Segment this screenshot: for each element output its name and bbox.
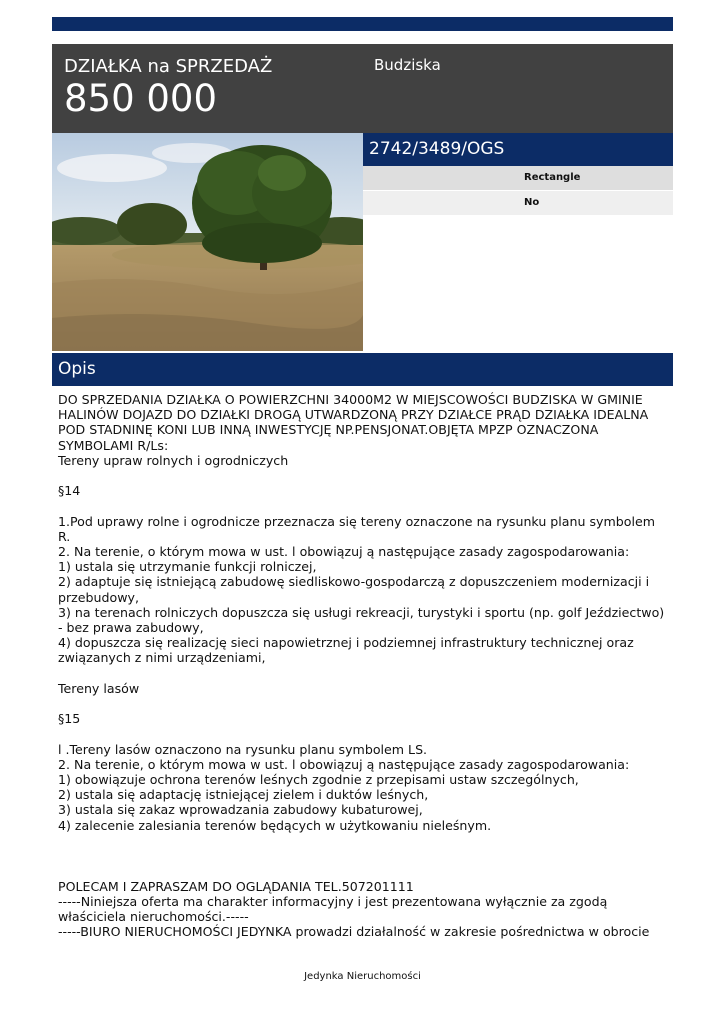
listing-header xyxy=(52,44,673,133)
footer-agency-name: Jedynka Nieruchomości xyxy=(304,971,421,982)
listing-location: Budziska xyxy=(374,56,441,74)
listing-type-label: DZIAŁKA na SPRZEDAŻ xyxy=(64,56,273,77)
detail-row-value: Rectangle xyxy=(524,172,581,183)
detail-row-value: No xyxy=(524,197,540,208)
top-accent-bar xyxy=(52,17,673,31)
description-section-title: Opis xyxy=(52,353,673,386)
description-text: DO SPRZEDANIA DZIAŁKA O POWIERZCHNI 34000M2 W MIEJSCOWOŚCI BUDZISKA W GMINIE HALINÓW DOJAZD DO DZIAŁKI DROGĄ UTWARDZONĄ PRZY DZIAŁCE PRĄD DZIAŁKA IDEALNA POD STADNINĘ KONI LUB INNĄ INWESTYCJĘ NP.PENSJONAT.OBJĘTA MPZP OZNACZONA SYMBOLAMI R/Ls: Tereny upraw rolnych i ogrodniczych §14 1.Pod uprawy rolne i ogrodnicze przeznacza się tereny oznaczone na rysunku planu symbolem R. 2. Na terenie, o którym mowa w ust. l obowiązuj ą następujące zasady zagospodarowania: 1) ustala się utrzymanie funkcji rolniczej, 2) adaptuje się istniejącą zabudowę siedliskowo-gospodarczą z dopuszczeniem modernizacji i przebudowy, 3) na terenach rolniczych dopuszcza się usługi rekreacji, turystyki i sportu (np. golf Jeździectwo) - bez prawa zabudowy, 4) dopuszcza się realizację sieci napowietrznej i podziemnej infrastruktury technicznej oraz związanych z nimi urządzeniami, Tereny lasów §15 l .Tereny lasów oznaczono na rysunku planu symbolem LS. 2. Na terenie, o którym mowa w ust. l obowiązuj ą następujące zasady zagospodarowania: 1) obowiązuje ochrona terenów leśnych zgodnie z przepisami ustaw szczególnych, 2) ustala się adaptację istniejącej zielem i duktów leśnych, 3) ustala się zakaz wprowadzania zabudowy kubaturowej, 4) zalecenie zalesiania terenów będących w użytkowaniu nieleśnym. POLECAM I ZAPRASZAM DO OGLĄDANIA TEL.507201111 -----Niniejsza oferta ma charakter informacyjny i jest prezentowana wyłącznie za zgodą właściciela nieruchomości.----- -----BIURO NIERUCHOMOŚCI JEDYNKA prowadzi działalność w zakresie pośrednictwa w obrocie xyxy=(58,392,665,940)
detail-row xyxy=(363,191,673,215)
property-photo xyxy=(52,133,363,351)
listing-price: 850 000 xyxy=(64,77,218,120)
property-photo-image xyxy=(52,133,363,351)
detail-row xyxy=(363,166,673,190)
listing-reference-number: 2742/3489/OGS xyxy=(363,133,673,166)
